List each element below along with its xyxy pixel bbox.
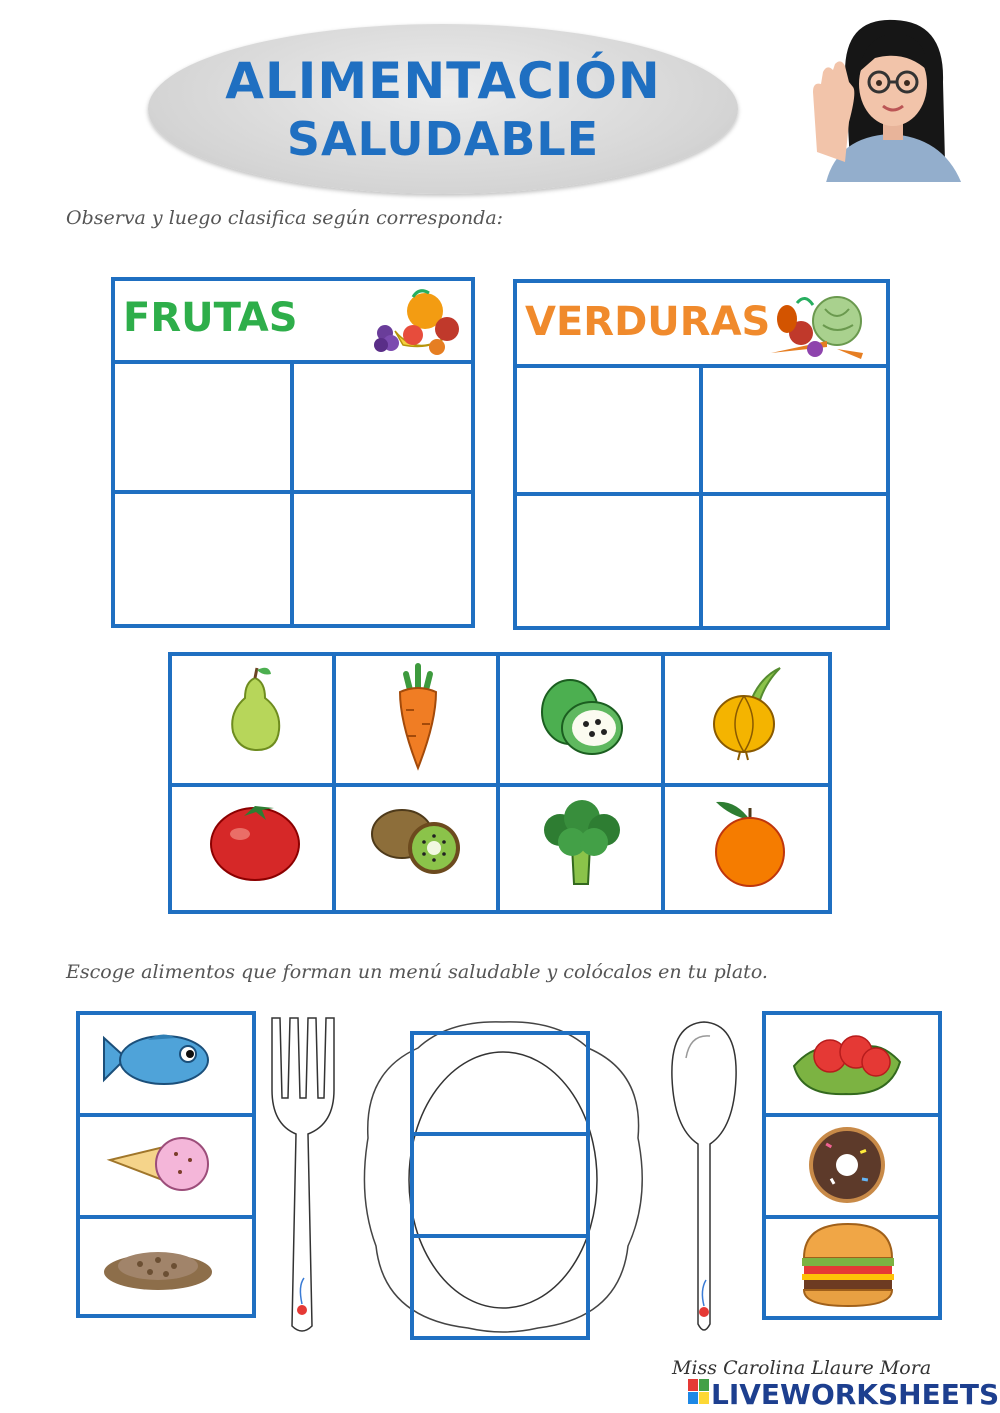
onion-icon[interactable] xyxy=(706,664,786,764)
vegetable-basket-icon xyxy=(767,289,867,365)
menu-instruction: Escoge alimentos que forman un menú saludable y colócalos en tu plato. xyxy=(66,961,768,983)
title-line-1: ALIMENTACIÓN xyxy=(225,52,661,110)
fruit-drop-slot-2[interactable] xyxy=(294,364,471,490)
lentils-icon[interactable] xyxy=(100,1238,216,1292)
title-line-2: SALUDABLE xyxy=(286,112,600,166)
soursop-icon[interactable] xyxy=(536,672,628,764)
donut-icon[interactable] xyxy=(806,1124,888,1206)
kiwi-icon[interactable] xyxy=(368,802,468,878)
ice-cream-icon[interactable] xyxy=(106,1130,216,1196)
vegetable-drop-slot-1[interactable] xyxy=(517,368,699,492)
fork-icon xyxy=(264,1014,342,1340)
plate-slot-1[interactable] xyxy=(414,1035,586,1132)
vegetable-drop-slot-3[interactable] xyxy=(517,496,699,626)
hamburger-icon[interactable] xyxy=(798,1222,898,1308)
plate-slot-3[interactable] xyxy=(414,1238,586,1336)
vegetable-drop-slot-4[interactable] xyxy=(703,496,886,626)
liveworksheets-brand[interactable]: LIVEWORKSHEETS xyxy=(711,1378,1000,1411)
carrot-icon[interactable] xyxy=(380,662,456,772)
fish-icon[interactable] xyxy=(102,1028,212,1090)
plate-slot-2[interactable] xyxy=(414,1136,586,1234)
teacher-avatar xyxy=(805,12,970,182)
vegetable-drop-slot-2[interactable] xyxy=(703,368,886,492)
salad-icon[interactable] xyxy=(790,1026,904,1098)
tangerine-icon[interactable] xyxy=(706,794,794,890)
liveworksheets-logo-icon xyxy=(688,1379,710,1405)
pear-icon[interactable] xyxy=(215,664,295,754)
fruits-label: FRUTAS xyxy=(123,295,298,341)
tomato-icon[interactable] xyxy=(206,794,304,884)
author-signature: Miss Carolina Llaure Mora xyxy=(672,1357,932,1379)
broccoli-icon[interactable] xyxy=(536,796,626,888)
classify-instruction: Observa y luego clasifica según corresponda: xyxy=(66,207,504,229)
fruit-drop-slot-4[interactable] xyxy=(294,494,471,624)
vegetables-label: VERDURAS xyxy=(525,299,771,345)
fruit-basket-icon xyxy=(373,287,463,361)
spoon-icon xyxy=(664,1018,744,1338)
fruit-drop-slot-1[interactable] xyxy=(115,364,290,490)
fruit-drop-slot-3[interactable] xyxy=(115,494,290,624)
